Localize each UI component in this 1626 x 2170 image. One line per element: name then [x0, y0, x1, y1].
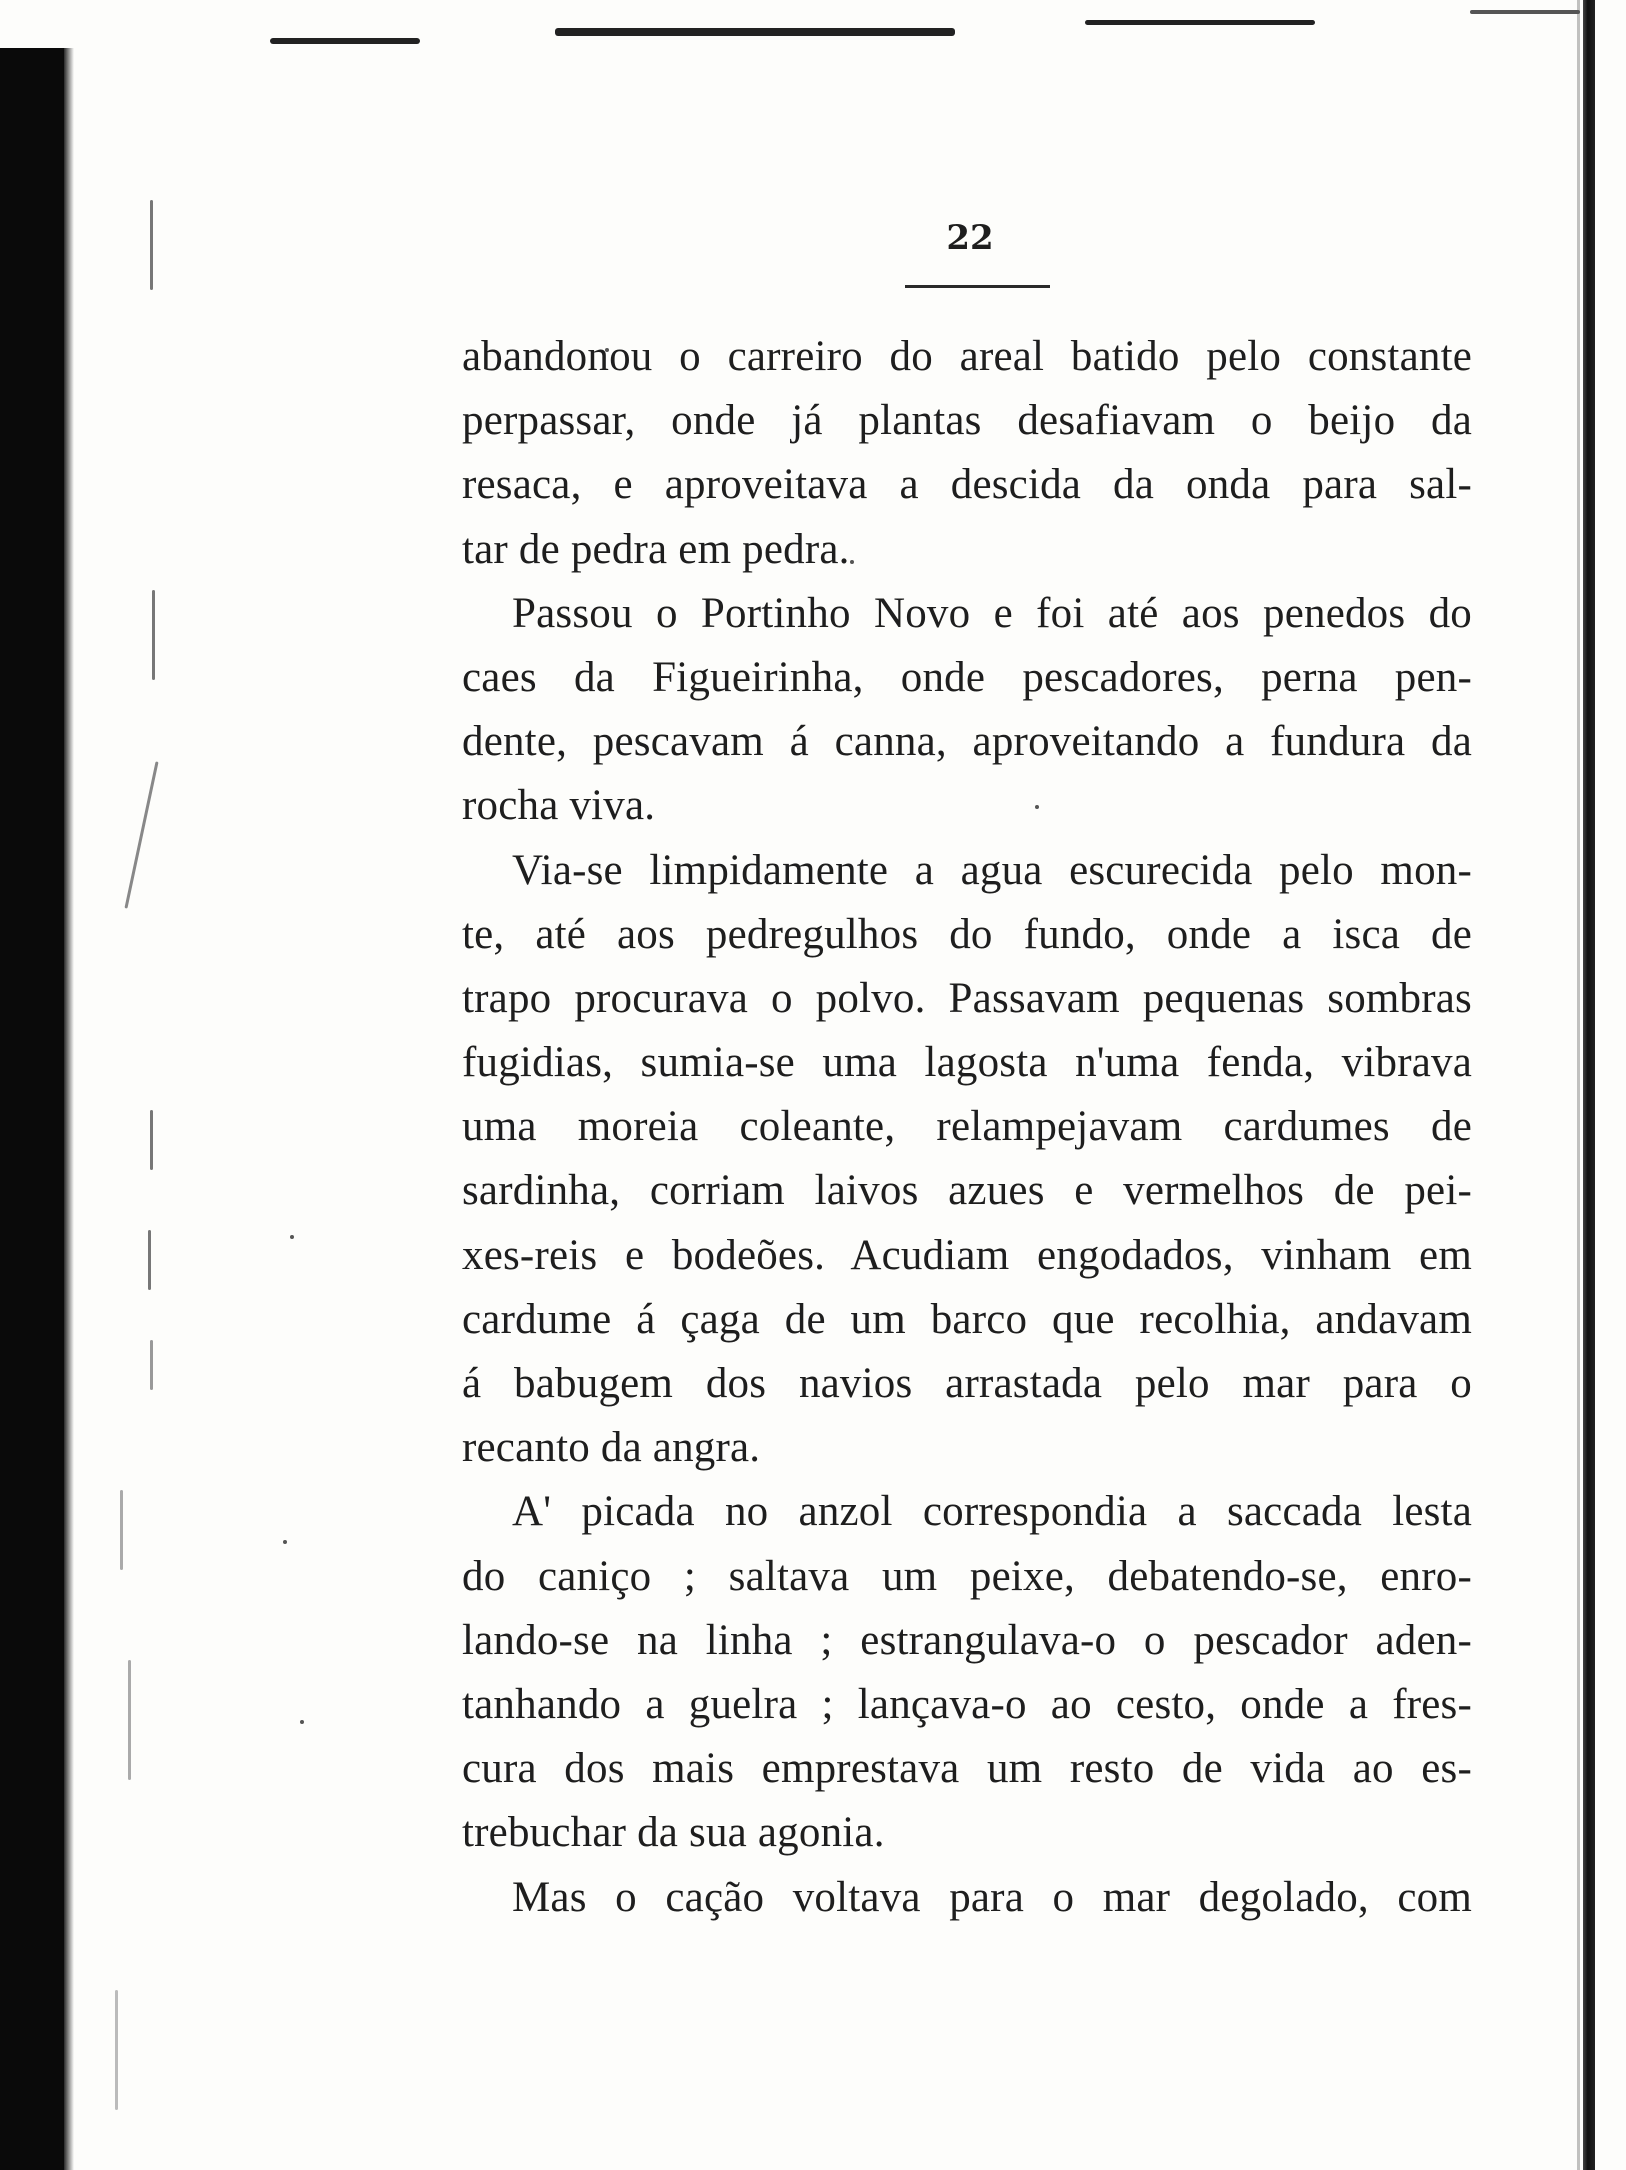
gutter-mark	[128, 1660, 131, 1780]
body-text	[462, 325, 1472, 1930]
speck	[300, 1720, 304, 1724]
text-line: Via-se limpidamente a agua escurecida pelo mon-	[512, 846, 1472, 894]
text-line: uma moreia coleante, relampejavam cardumes de	[462, 1103, 1472, 1151]
gutter-mark	[124, 761, 158, 908]
text-line: abandonou o carreiro do areal batido pelo constante	[462, 333, 1472, 380]
text-line: Passou o Portinho Novo e foi até aos penedos do	[512, 589, 1472, 637]
text-line: tanhando a guelra ; lançava-o ao cesto, onde a fres-	[462, 1680, 1472, 1728]
scan-streak-top-2	[555, 28, 955, 36]
header-rule	[905, 285, 1050, 288]
text-line: tar de pedra em pedra.	[462, 525, 850, 573]
text-line: trapo procurava o polvo. Passavam pequenas sombras	[462, 974, 1472, 1022]
text-line: trebuchar da sua agonia.	[462, 1809, 885, 1857]
scan-shadow-right	[1583, 0, 1595, 2170]
text-line: fugidias, sumia-se uma lagosta n'uma fenda, vibrava	[462, 1039, 1472, 1087]
speck	[283, 1540, 287, 1544]
text-line: recanto da angra.	[462, 1424, 761, 1472]
gutter-mark	[150, 200, 153, 290]
scan-streak-top-4	[1470, 10, 1580, 14]
text-line: á babugem dos navios arrastada pelo mar para o	[462, 1360, 1472, 1407]
text-line: cura dos mais emprestava um resto de vida ao es-	[462, 1745, 1472, 1793]
text-line: cardume á çaga de um barco que recolhia, andavam	[462, 1295, 1472, 1343]
gutter-mark	[150, 1340, 153, 1390]
gutter-mark	[150, 1110, 153, 1170]
text-line: lando-se na linha ; estrangulava-o o pescador aden-	[462, 1616, 1472, 1664]
gutter-mark	[148, 1230, 151, 1290]
text-line: rocha viva.	[462, 782, 656, 830]
text-line: caes da Figueirinha, onde pescadores, perna pen-	[462, 653, 1472, 701]
text-line: te, até aos pedregulhos do fundo, onde a isca de	[462, 910, 1472, 958]
gutter-mark	[120, 1490, 123, 1570]
scan-shadow-left	[0, 48, 64, 2170]
scan-shadow-left-fade	[64, 48, 74, 2170]
page-number: 22	[946, 218, 994, 258]
text-line: dente, pescavam á canna, aproveitando a fundura da	[462, 718, 1472, 766]
text-line: perpassar, onde já plantas desafiavam o beijo da	[462, 397, 1472, 445]
text-line: xes-reis e bodeões. Acudiam engodados, vinham em	[462, 1231, 1472, 1279]
gutter-mark	[115, 1990, 118, 2110]
text-line: A' picada no anzol correspondia a saccada lesta	[512, 1488, 1472, 1536]
text-line: sardinha, corriam laivos azues e vermelhos de pei-	[462, 1167, 1472, 1215]
gutter-mark	[152, 590, 155, 680]
scan-edge-right-thin	[1577, 0, 1580, 2170]
text-line: do caniço ; saltava um peixe, debatendo-se, enro-	[462, 1552, 1472, 1600]
speck	[290, 1235, 294, 1239]
text-line: resaca, e aproveitava a descida da onda para sal-	[462, 461, 1472, 509]
text-line: Mas o cação voltava para o mar degolado, com	[512, 1873, 1472, 1921]
scan-streak-top-1	[270, 38, 420, 44]
scan-streak-top-3	[1085, 20, 1315, 25]
